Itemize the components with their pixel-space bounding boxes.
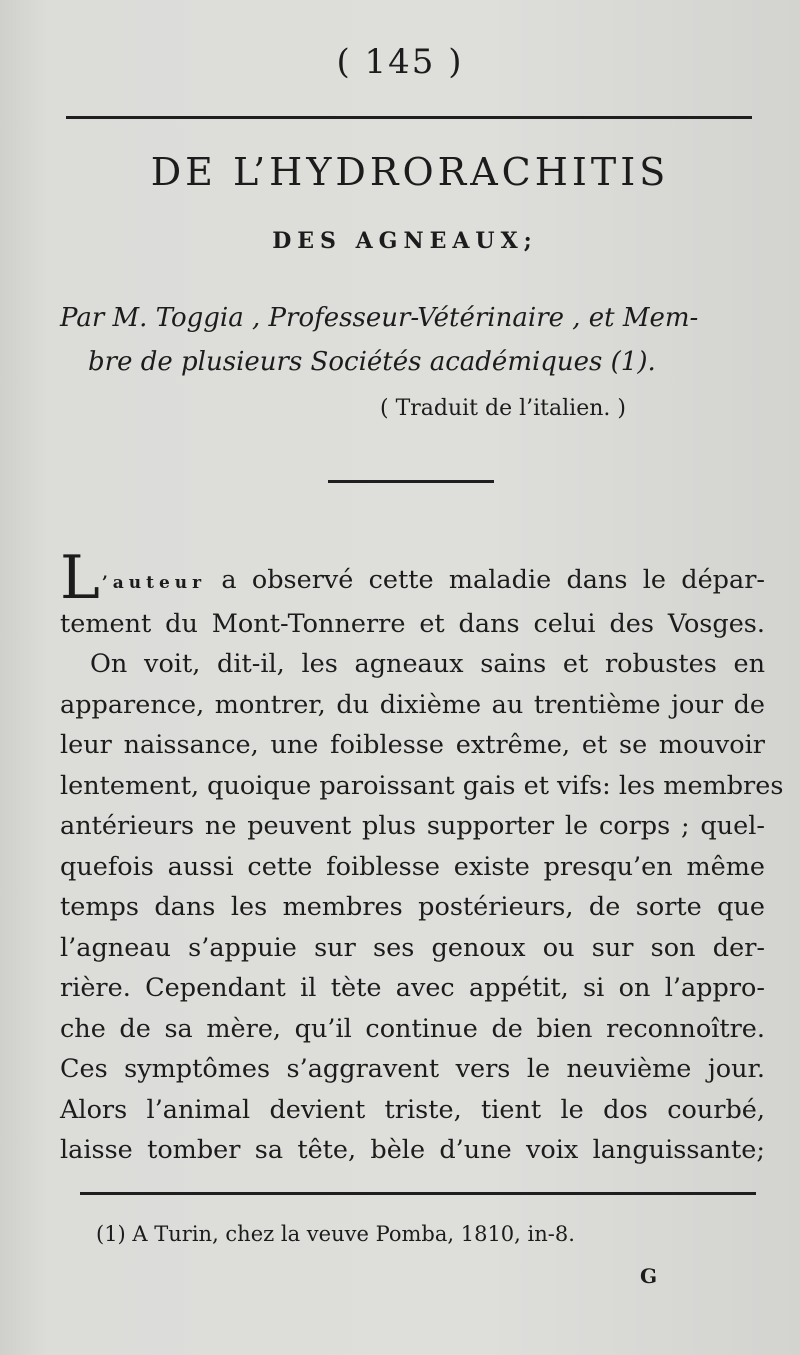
footnote-rule	[80, 1192, 756, 1195]
byline-line-2: bre de plusieurs Sociétés académiques (1).	[88, 347, 656, 377]
section-rule	[328, 480, 494, 483]
body-line: antérieurs ne peuvent plus supporter le corps ; quel-	[60, 811, 765, 841]
translation-note: ( Traduit de l’italien. )	[380, 396, 626, 421]
body-text	[60, 543, 784, 1171]
signature-mark: G	[640, 1264, 658, 1288]
body-line-first-text: a observé cette maladie dans le dépar-	[206, 565, 765, 595]
article-subtitle: DES AGNEAUX;	[272, 228, 538, 254]
body-line: che de sa mère, qu’il continue de bien reconnoître.	[60, 1013, 765, 1044]
body-line-first	[60, 543, 765, 613]
drop-cap: L	[60, 543, 100, 613]
body-line: Ces symptômes s’aggravent vers le neuvième jour.	[60, 1054, 765, 1084]
body-line: laisse tomber sa tête, bèle d’une voix languissante;	[60, 1135, 765, 1165]
body-line: apparence, montrer, du dixième au trentième jour de	[60, 689, 765, 720]
body-line: temps dans les membres postérieurs, de sorte que	[60, 892, 765, 922]
article-title: DE L’HYDRORACHITIS	[150, 150, 670, 194]
header-rule	[66, 116, 752, 119]
footnote: (1) A Turin, chez la veuve Pomba, 1810, in-8.	[96, 1222, 575, 1246]
body-line: Alors l’animal devient triste, tient le dos courbé,	[60, 1094, 765, 1125]
body-line: leur naissance, une foiblesse extrême, et se mouvoir	[60, 730, 765, 760]
body-line: On voit, dit-il, les agneaux sains et robustes en	[90, 649, 765, 679]
first-word-smallcaps: ’auteur	[101, 573, 207, 593]
page-number: ( 145 )	[336, 42, 464, 82]
body-line: quefois aussi cette foiblesse existe presqu’en même	[60, 851, 765, 882]
body-line: tement du Mont-Tonnerre et dans celui des Vosges.	[60, 608, 765, 639]
body-line: l’agneau s’appuie sur ses genoux ou sur son der-	[60, 932, 765, 963]
byline-line-1: Par M. Toggia , Professeur-Vétérinaire , et Mem-	[60, 303, 699, 333]
body-line: lentement, quoique paroissant gais et vifs: les membres	[60, 770, 784, 801]
body-line: rière. Cependant il tète avec appétit, si on l’appro-	[60, 973, 765, 1003]
byline	[60, 296, 760, 384]
